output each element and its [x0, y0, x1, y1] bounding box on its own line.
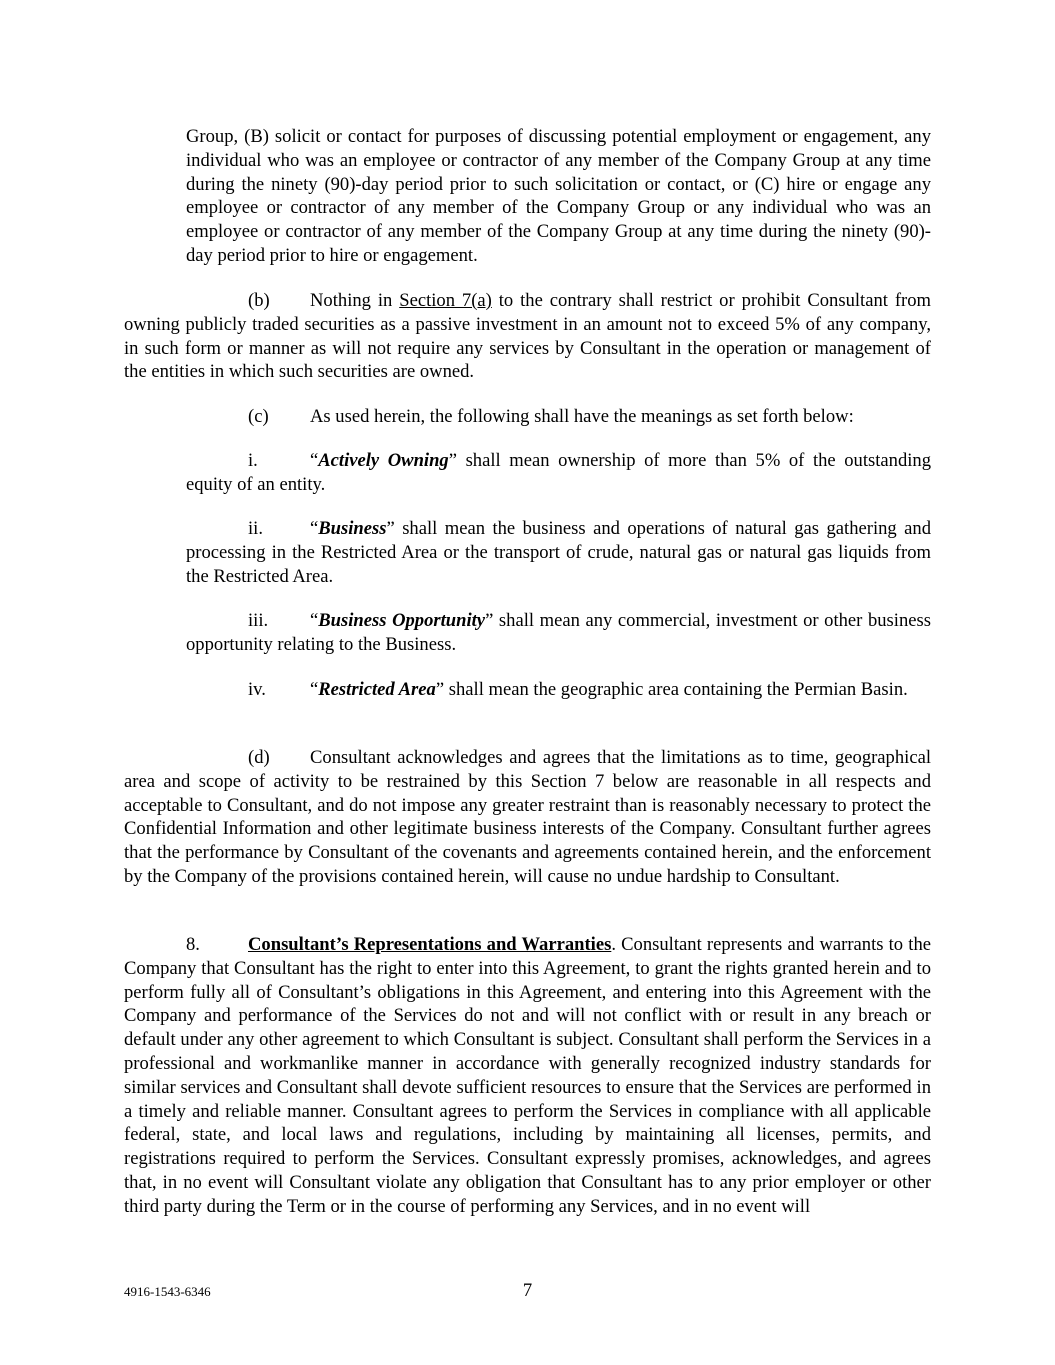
- open-quote: “: [310, 610, 319, 631]
- paragraph-c: [124, 405, 931, 429]
- close-quote: ”: [448, 450, 457, 471]
- paragraph-d: [124, 746, 931, 889]
- open-quote: “: [310, 679, 319, 700]
- definition-business-opportunity: [186, 609, 931, 657]
- paragraph-b-label: (b): [248, 290, 270, 311]
- page-number: 7: [522, 1280, 533, 1301]
- definition-label: iv.: [248, 679, 266, 700]
- continuation-text: Group, (B) solicit or contact for purposes of discussing potential employment or engagement, any individual who was an employee or contractor of any member of the Company Group at any time during the ninety (90)-day period prior to such solicitation or contact, or (C) hire or engage any employee or contractor of any member of the Company Group or any individual who was an employee or contractor of any member of the Company Group at any time during the ninety (90)-day period prior to hire or engagement.: [186, 126, 931, 266]
- definition-label: iii.: [248, 610, 269, 631]
- paragraph-c-text: As used herein, the following shall have the meanings as set forth below:: [310, 406, 854, 427]
- paragraph-b-text: to the contrary shall restrict or prohibit Consultant from owning publicly traded securities as a passive investment in an amount not to exceed 5% of any company, in such form or manner as will not require any services by Consultant in the operation or management of the entities in which such securities are owned.: [124, 290, 931, 383]
- open-quote: “: [310, 450, 319, 471]
- document-id: 4916-1543-6346: [124, 1284, 211, 1299]
- definition-actively-owning: [186, 449, 931, 497]
- definition-business: [186, 517, 931, 588]
- definition-restricted-area: [186, 678, 931, 702]
- definition-label: i.: [248, 450, 258, 471]
- section-8-heading: Consultant’s Representations and Warranties: [248, 934, 612, 955]
- section-8-number: 8.: [186, 934, 200, 955]
- section-7a-reference: Section 7(a): [399, 290, 492, 311]
- defined-term: Actively Owning: [318, 450, 449, 471]
- paragraph-d-label: (d): [248, 747, 270, 768]
- definition-text: shall mean ownership of more than 5% of the outstanding equity of an entity.: [186, 450, 931, 495]
- definition-text: shall mean the geographic area containing the Permian Basin.: [444, 679, 908, 700]
- defined-term: Restricted Area: [318, 679, 436, 700]
- definition-text: shall mean the business and operations of natural gas gathering and processing in the Restricted Area or the transport of crude, natural gas or natural gas liquids from the Restricted Area.: [186, 518, 931, 587]
- close-quote: ”: [386, 518, 395, 539]
- close-quote: ”: [435, 679, 445, 700]
- section-8-period: .: [611, 934, 616, 955]
- close-quote: ”: [485, 610, 494, 631]
- definition-label: ii.: [248, 518, 263, 539]
- defined-term: Business Opportunity: [318, 610, 486, 631]
- paragraph-b: [124, 289, 931, 384]
- paragraph-d-text: Consultant acknowledges and agrees that the limitations as to time, geographical area and scope of activity to be restrained by this Section 7 below are reasonable in all respects and acceptable to Consultant, and do not impose any greater restraint than is reasonably necessary to protect the Confidential Information and other legitimate business interests of the Company. Consultant further agrees that the performance by Consultant of the covenants and agreements contained herein, and the enforcement by the Company of the provisions contained herein, will cause no undue hardship to Consultant.: [124, 747, 931, 887]
- paragraph-b-lead: Nothing in: [310, 290, 400, 311]
- section-8: [124, 933, 931, 1219]
- section-8-text: Consultant represents and warrants to the Company that Consultant has the right to enter into this Agreement, to grant the rights granted herein and to perform fully all of Consultant’s obligations in this Agreement, and entering into this Agreement with the Company and performance of the Services do not and will not conflict with or result in any breach or default under any other agreement to which Consultant is subject. Consultant shall perform the Services in a professional and workmanlike manner in accordance with generally recognized industry standards for similar services and Consultant shall devote sufficient resources to ensure that the Services are performed in a timely and reliable manner. Consultant agrees to perform the Services in compliance with all applicable federal, state, and local laws and regulations, including by maintaining all licenses, permits, and registrations required to perform the Services. Consultant expressly promises, acknowledges, and agrees that, in no event will Consultant violate any obligation that Consultant has to any prior employer or other third party during the Term or in the course of performing any Services, and in no event will: [124, 934, 931, 1217]
- open-quote: “: [310, 518, 319, 539]
- continuation-paragraph: [186, 125, 931, 268]
- definition-text: shall mean any commercial, investment or other business opportunity relating to the Business.: [186, 610, 931, 655]
- defined-term: Business: [318, 518, 387, 539]
- paragraph-c-label: (c): [248, 406, 269, 427]
